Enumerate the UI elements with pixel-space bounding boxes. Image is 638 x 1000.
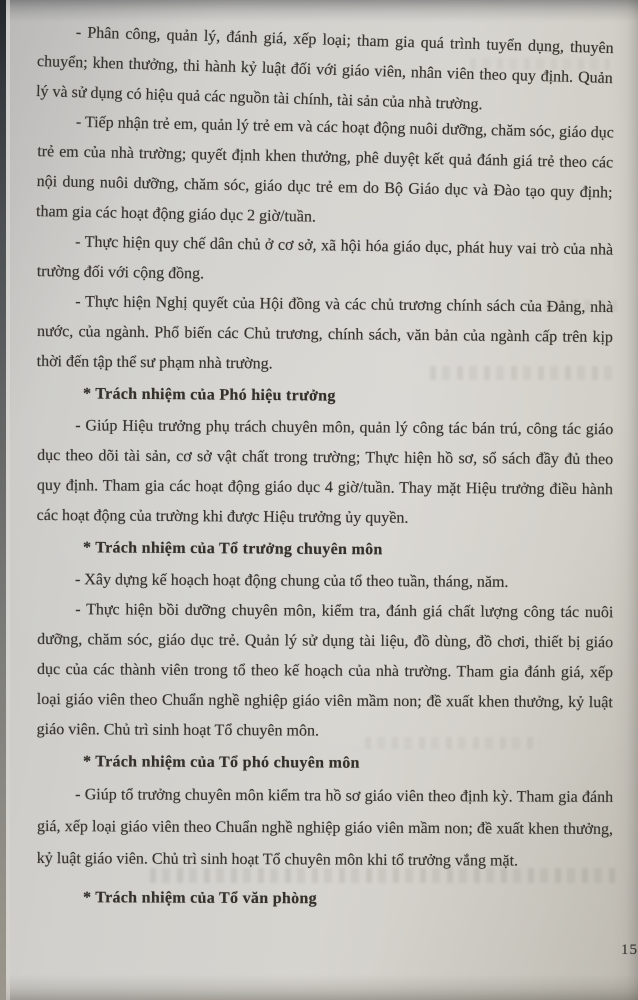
paragraph-duties-assignment: - Phân công, quản lý, đánh giá, xếp loại; tham gia quá trình tuyển dụng, thuyên chuyển; khen thưởng, thi hành kỷ luật đối với giáo viên, nhân viên theo quy định. Quản lý và sử dụng có hiệu quả các nguồn tài chính, tài sản của nhà trường. xyxy=(35,24,614,114)
paragraph-vice-principal-duties: - Giúp Hiệu trưởng phụ trách chuyên môn, quản lý công tác bán trú, công tác giáo dục theo dõi tài sản, cơ sở vật chất trong trường; Thực hiện hồ sơ, sổ sách đầy đủ theo quy định. Tham gia các hoạt động giáo dục 4 giờ/tuần. Thay mặt Hiệu trưởng điều hành các hoạt động của trường khi được Hiệu trưởng ủy quyền. xyxy=(36,417,614,527)
paragraph-team-plan: - Xây dựng kế hoạch hoạt động chung của tổ theo tuần, tháng, năm. xyxy=(74,571,509,591)
page-left-edge-highlight xyxy=(6,0,10,1000)
heading-to-van-phong: * Trách nhiệm của Tổ văn phòng xyxy=(82,889,317,908)
paragraph-resolution-implementation: - Thực hiện Nghị quyết của Hội đồng và các chủ trương chính sách của Đảng, nhà nước, của ngành. Phổ biến các Chủ trương, chính sách, văn bản của ngành cấp trên kịp thời đến tập thể sư phạm nhà trường. xyxy=(36,293,614,373)
paragraph-team-leader-duties: - Thực hiện bồi dưỡng chuyên môn, kiểm tra, đánh giá chất lượng công tác nuôi dưỡng, chăm sóc, giáo dục trẻ. Quản lý sử dụng tài liệu, đồ dùng, đồ chơi, thiết bị giáo dục của các thành viên trong tổ theo kế hoạch của nhà trường. Tham gia đánh giá, xếp loại giáo viên theo Chuẩn nghề nghiệp giáo viên mầm non; đề xuất khen thưởng, kỷ luật giáo viên. Chủ trì sinh hoạt Tổ chuyên môn. xyxy=(36,601,614,740)
heading-pho-hieu-truong: * Trách nhiệm của Phó hiệu trưởng xyxy=(82,385,336,405)
paragraph-deputy-team-leader-duties: - Giúp tổ trưởng chuyên môn kiểm tra hồ sơ giáo viên theo định kỳ. Tham gia đánh giá, xếp loại giáo viên theo Chuẩn nghề nghiệp giáo viên mầm non; đề xuất khen thưởng, kỷ luật giáo viên. Chủ trì sinh hoạt Tổ chuyên môn khi tổ trưởng vắng mặt. xyxy=(36,786,614,870)
heading-to-pho-chuyen-mon: * Trách nhiệm của Tổ phó chuyên môn xyxy=(82,753,360,772)
page-number: 15 xyxy=(621,942,638,958)
heading-to-truong-chuyen-mon: * Trách nhiệm của Tổ trưởng chuyên môn xyxy=(82,539,383,559)
paragraph-democracy-regulation: - Thực hiện quy chế dân chủ ở cơ sở, xã hội hóa giáo dục, phát huy vai trò của nhà trường đối với cộng đồng. xyxy=(36,233,614,283)
paragraph-child-admission: - Tiếp nhận trẻ em, quản lý trẻ em và các hoạt động nuôi dưỡng, chăm sóc, giáo dục trẻ em của nhà trường; quyết định khen thưởng, phê duyệt kết quả đánh giá trẻ theo các nội dung nuôi dưỡng, chăm sóc, giáo dục trẻ em do Bộ Giáo dục và Đào tạo quy định; tham gia các hoạt động giáo dục 2 giờ/tuần. xyxy=(35,113,614,226)
document-text-block xyxy=(37,17,613,915)
